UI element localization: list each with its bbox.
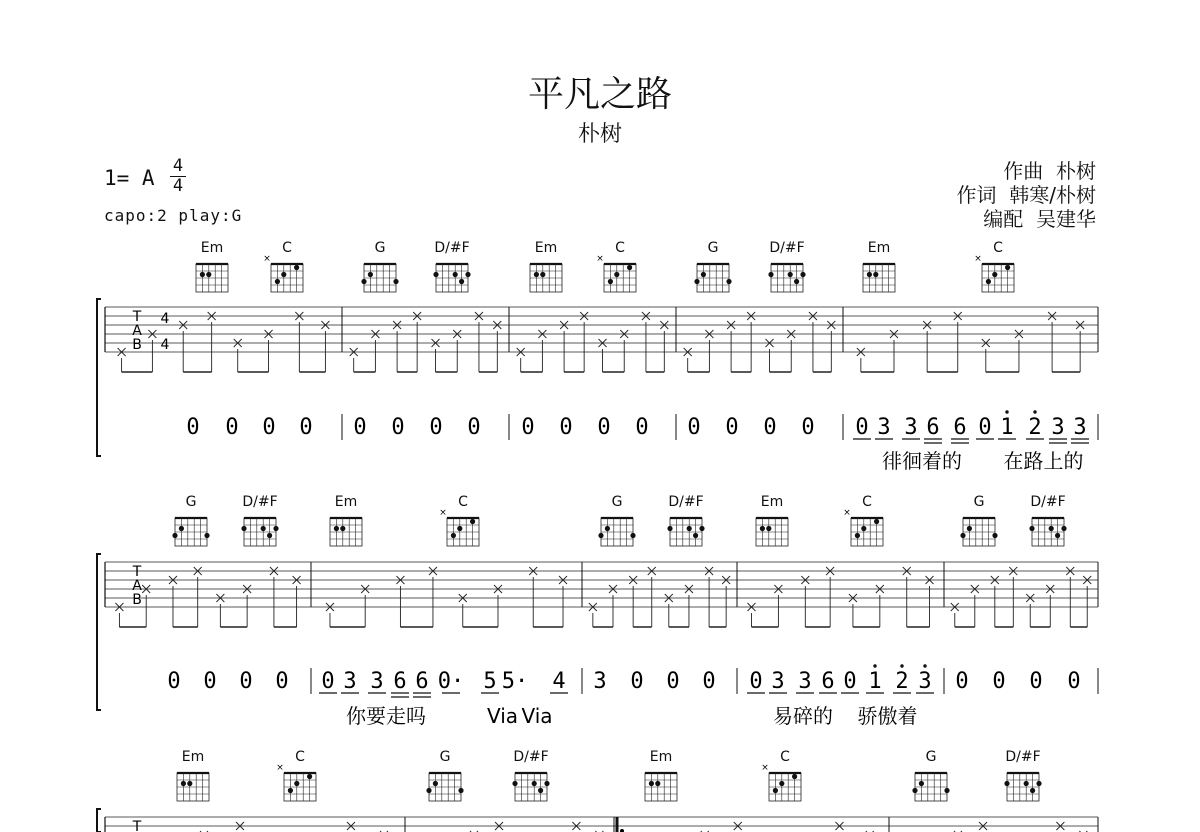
chord-name: C bbox=[295, 749, 305, 765]
chord-finger-dot bbox=[172, 533, 177, 538]
chord-finger-dot bbox=[458, 788, 463, 793]
chord-finger-dot bbox=[181, 781, 186, 786]
lyric: 徘徊着的 bbox=[882, 449, 962, 473]
tab-clef-letter: T bbox=[132, 309, 142, 325]
chord-finger-dot bbox=[598, 533, 603, 538]
jianpu-note: 0 bbox=[225, 415, 239, 440]
chord-finger-dot bbox=[655, 781, 660, 786]
jianpu-note: 0 bbox=[559, 415, 573, 440]
chord-finger-dot bbox=[773, 788, 778, 793]
chord-diagram bbox=[960, 518, 997, 546]
chord-finger-dot bbox=[453, 272, 458, 277]
jianpu-note: 3 bbox=[877, 415, 891, 440]
chord-name: C bbox=[993, 240, 1003, 256]
chord-mute-mark: × bbox=[276, 763, 284, 773]
jianpu-note: 3 bbox=[904, 415, 918, 440]
jianpu-note: 0 bbox=[763, 415, 777, 440]
chord-name: D/#F bbox=[668, 494, 704, 510]
arranger-credit: 编配 吴建华 bbox=[983, 207, 1096, 231]
chord-name: C bbox=[780, 749, 790, 765]
chord-finger-dot bbox=[867, 272, 872, 277]
chord-finger-dot bbox=[538, 788, 543, 793]
jianpu-note: 0 bbox=[353, 415, 367, 440]
jianpu-note: 3 bbox=[918, 669, 932, 694]
jianpu-note: 0 bbox=[630, 669, 644, 694]
chord-diagram bbox=[843, 508, 883, 546]
chord-name: D/#F bbox=[242, 494, 278, 510]
chord-name: Em bbox=[760, 494, 784, 510]
jianpu-note: 0 bbox=[391, 415, 405, 440]
jianpu-note: 0 bbox=[801, 415, 815, 440]
chord-finger-dot bbox=[1029, 526, 1034, 531]
tab-clef-letter: T bbox=[132, 564, 142, 580]
chord-name: Em bbox=[200, 240, 224, 256]
lyric: 骄傲着 bbox=[857, 704, 918, 728]
chord-diagram bbox=[1004, 773, 1041, 801]
chord-finger-dot bbox=[451, 533, 456, 538]
chord-name: Em bbox=[181, 749, 205, 765]
chord-finger-dot bbox=[179, 526, 184, 531]
chord-name: C bbox=[458, 494, 468, 510]
tab-clef-letter: B bbox=[132, 592, 142, 608]
chord-finger-dot bbox=[426, 788, 431, 793]
chord-finger-dot bbox=[334, 526, 339, 531]
chord-finger-dot bbox=[760, 526, 765, 531]
chord-finger-dot bbox=[1024, 781, 1029, 786]
capo-info: capo:2 play:G bbox=[104, 206, 243, 225]
chord-diagram bbox=[974, 254, 1014, 292]
chord-name: C bbox=[282, 240, 292, 256]
chord-finger-dot bbox=[465, 272, 470, 277]
chord-diagram bbox=[361, 264, 398, 292]
chord-finger-dot bbox=[1036, 781, 1041, 786]
chord-finger-dot bbox=[200, 272, 205, 277]
chord-finger-dot bbox=[294, 781, 299, 786]
jianpu-note: 0 bbox=[239, 669, 253, 694]
chord-finger-dot bbox=[457, 526, 462, 531]
jianpu-note: 6 bbox=[415, 669, 429, 694]
lyric: Via bbox=[521, 704, 553, 728]
chord-finger-dot bbox=[187, 781, 192, 786]
chord-finger-dot bbox=[534, 272, 539, 277]
chord-finger-dot bbox=[206, 272, 211, 277]
chord-diagram bbox=[426, 773, 463, 801]
chord-diagram bbox=[863, 264, 895, 292]
jianpu-note: 0 bbox=[299, 415, 313, 440]
chord-name: G bbox=[374, 240, 386, 256]
chord-finger-dot bbox=[340, 526, 345, 531]
jianpu-note: 6 bbox=[926, 415, 940, 440]
chord-finger-dot bbox=[294, 265, 299, 270]
chord-finger-dot bbox=[470, 519, 475, 524]
chord-diagram bbox=[667, 518, 704, 546]
chord-finger-dot bbox=[605, 526, 610, 531]
chord-diagram bbox=[512, 773, 549, 801]
system-brace bbox=[97, 299, 101, 456]
jianpu-note: 4 bbox=[552, 669, 566, 694]
chord-diagram bbox=[768, 264, 805, 292]
chord-finger-dot bbox=[433, 272, 438, 277]
jianpu-note: 0 bbox=[597, 415, 611, 440]
chord-finger-dot bbox=[726, 279, 731, 284]
octave-dot bbox=[873, 664, 876, 667]
chord-finger-dot bbox=[544, 781, 549, 786]
tab-clef-letter: A bbox=[132, 323, 142, 339]
jianpu-note: 3 bbox=[798, 669, 812, 694]
chord-name: C bbox=[862, 494, 872, 510]
lyricist-credit: 作词 韩寒/朴树 bbox=[956, 183, 1096, 207]
chord-diagram bbox=[1029, 518, 1066, 546]
chord-finger-dot bbox=[273, 526, 278, 531]
chord-finger-dot bbox=[874, 519, 879, 524]
chord-finger-dot bbox=[307, 774, 312, 779]
chord-finger-dot bbox=[261, 526, 266, 531]
tab-time-bottom: 4 bbox=[160, 337, 170, 353]
jianpu-note: 0 bbox=[429, 415, 443, 440]
jianpu-note: 5 bbox=[483, 669, 497, 694]
octave-dot bbox=[1005, 410, 1008, 413]
song-title: 平凡之路 bbox=[527, 74, 672, 115]
key-signature: 1= A bbox=[104, 166, 155, 190]
jianpu-note: 0 bbox=[275, 669, 289, 694]
jianpu-note: 3 bbox=[1051, 415, 1065, 440]
chord-finger-dot bbox=[694, 279, 699, 284]
jianpu-note: 0 bbox=[992, 669, 1006, 694]
system-brace bbox=[97, 809, 101, 832]
chord-finger-dot bbox=[800, 272, 805, 277]
chord-diagram bbox=[756, 518, 788, 546]
lyric: 易碎的 bbox=[773, 704, 833, 728]
chord-finger-dot bbox=[1005, 265, 1010, 270]
chord-finger-dot bbox=[919, 781, 924, 786]
chord-diagram bbox=[263, 254, 303, 292]
chord-name: D/#F bbox=[1030, 494, 1066, 510]
chord-finger-dot bbox=[766, 526, 771, 531]
jianpu-note: 0· bbox=[437, 669, 465, 694]
chord-finger-dot bbox=[608, 279, 613, 284]
chord-finger-dot bbox=[992, 533, 997, 538]
chord-diagram bbox=[177, 773, 209, 801]
chord-finger-dot bbox=[788, 272, 793, 277]
lyric: Via bbox=[486, 704, 519, 728]
song-artist: 朴树 bbox=[577, 122, 622, 147]
lyric: 在路上的 bbox=[1003, 449, 1084, 473]
chord-diagram bbox=[530, 264, 562, 292]
chord-diagram bbox=[241, 518, 278, 546]
chord-finger-dot bbox=[1004, 781, 1009, 786]
chord-finger-dot bbox=[512, 781, 517, 786]
chord-finger-dot bbox=[779, 781, 784, 786]
chord-name: G bbox=[973, 494, 985, 510]
chord-name: G bbox=[611, 494, 623, 510]
tab-clef-letter: T bbox=[132, 819, 142, 832]
chord-finger-dot bbox=[667, 526, 672, 531]
time-signature-bottom: 4 bbox=[172, 176, 184, 196]
chord-finger-dot bbox=[1055, 533, 1060, 538]
tab-clef-letter: B bbox=[132, 337, 142, 353]
chord-finger-dot bbox=[699, 526, 704, 531]
chord-finger-dot bbox=[540, 272, 545, 277]
chord-finger-dot bbox=[944, 788, 949, 793]
chord-name: D/#F bbox=[513, 749, 549, 765]
chord-name: G bbox=[925, 749, 937, 765]
jianpu-note: 6 bbox=[821, 669, 835, 694]
chord-name: D/#F bbox=[434, 240, 470, 256]
jianpu-note: 0 bbox=[203, 669, 217, 694]
chord-finger-dot bbox=[701, 272, 706, 277]
chord-name: D/#F bbox=[769, 240, 805, 256]
jianpu-note: 0 bbox=[978, 415, 992, 440]
jianpu-note: 3 bbox=[771, 669, 785, 694]
jianpu-note: 0 bbox=[955, 669, 969, 694]
jianpu-note: 0 bbox=[843, 669, 857, 694]
jianpu-note: 3 bbox=[593, 669, 607, 694]
chord-finger-dot bbox=[1061, 526, 1066, 531]
chord-finger-dot bbox=[992, 272, 997, 277]
chord-diagram bbox=[196, 264, 228, 292]
chord-finger-dot bbox=[368, 272, 373, 277]
chord-mute-mark: × bbox=[761, 763, 769, 773]
chord-name: G bbox=[439, 749, 451, 765]
chord-diagram bbox=[598, 518, 635, 546]
chord-mute-mark: × bbox=[263, 254, 271, 264]
chord-diagram bbox=[330, 518, 362, 546]
chord-mute-mark: × bbox=[843, 508, 851, 518]
jianpu-note: 0 bbox=[666, 669, 680, 694]
jianpu-note: 2 bbox=[1028, 415, 1042, 440]
jianpu-note: 0 bbox=[1067, 669, 1081, 694]
chord-finger-dot bbox=[768, 272, 773, 277]
chord-mute-mark: × bbox=[974, 254, 982, 264]
chord-finger-dot bbox=[967, 526, 972, 531]
chord-finger-dot bbox=[794, 279, 799, 284]
jianpu-note: 1 bbox=[1000, 415, 1014, 440]
chord-name: G bbox=[707, 240, 719, 256]
chord-finger-dot bbox=[433, 781, 438, 786]
chord-finger-dot bbox=[986, 279, 991, 284]
chord-finger-dot bbox=[792, 774, 797, 779]
jianpu-note: 3 bbox=[343, 669, 357, 694]
chord-finger-dot bbox=[275, 279, 280, 284]
chord-name: Em bbox=[867, 240, 891, 256]
chord-finger-dot bbox=[1030, 788, 1035, 793]
chord-name: Em bbox=[334, 494, 358, 510]
jianpu-note: 0 bbox=[635, 415, 649, 440]
jianpu-note: 0 bbox=[186, 415, 200, 440]
chord-name: Em bbox=[649, 749, 673, 765]
chord-finger-dot bbox=[204, 533, 209, 538]
chord-finger-dot bbox=[630, 533, 635, 538]
jianpu-note: 0 bbox=[521, 415, 535, 440]
chord-mute-mark: × bbox=[596, 254, 604, 264]
composer-credit: 作曲 朴树 bbox=[1003, 159, 1096, 183]
chord-finger-dot bbox=[649, 781, 654, 786]
octave-dot bbox=[1033, 410, 1036, 413]
chord-finger-dot bbox=[393, 279, 398, 284]
chord-diagram bbox=[596, 254, 636, 292]
chord-diagram bbox=[172, 518, 209, 546]
time-signature-top: 4 bbox=[172, 156, 184, 176]
chord-diagram bbox=[694, 264, 731, 292]
jianpu-note: 1 bbox=[868, 669, 882, 694]
lyric: 你要走吗 bbox=[346, 704, 426, 728]
chord-finger-dot bbox=[855, 533, 860, 538]
chord-finger-dot bbox=[281, 272, 286, 277]
jianpu-note: 0 bbox=[1029, 669, 1043, 694]
tab-clef-letter: A bbox=[132, 578, 142, 594]
jianpu-note: 0 bbox=[687, 415, 701, 440]
jianpu-note: 0 bbox=[749, 669, 763, 694]
chord-finger-dot bbox=[614, 272, 619, 277]
chord-finger-dot bbox=[241, 526, 246, 531]
chord-finger-dot bbox=[912, 788, 917, 793]
chord-diagram bbox=[645, 773, 677, 801]
chord-finger-dot bbox=[1049, 526, 1054, 531]
chord-finger-dot bbox=[627, 265, 632, 270]
octave-dot bbox=[900, 664, 903, 667]
system-brace bbox=[97, 554, 101, 710]
jianpu-note: 3 bbox=[1073, 415, 1087, 440]
jianpu-note: 0 bbox=[467, 415, 481, 440]
chord-diagram bbox=[761, 763, 801, 801]
jianpu-note: 0 bbox=[725, 415, 739, 440]
chord-diagram bbox=[912, 773, 949, 801]
octave-dot bbox=[923, 664, 926, 667]
tab-time-top: 4 bbox=[160, 311, 170, 327]
system-3 bbox=[97, 763, 1098, 832]
chord-diagram bbox=[276, 763, 316, 801]
jianpu-note: 0 bbox=[855, 415, 869, 440]
jianpu-note: 0 bbox=[167, 669, 181, 694]
chord-finger-dot bbox=[873, 272, 878, 277]
chord-finger-dot bbox=[960, 533, 965, 538]
chord-name: C bbox=[615, 240, 625, 256]
chord-finger-dot bbox=[687, 526, 692, 531]
chord-finger-dot bbox=[693, 533, 698, 538]
jianpu-note: 2 bbox=[895, 669, 909, 694]
chord-name: Em bbox=[534, 240, 558, 256]
chord-finger-dot bbox=[861, 526, 866, 531]
chord-finger-dot bbox=[459, 279, 464, 284]
chord-name: G bbox=[185, 494, 197, 510]
chord-mute-mark: × bbox=[439, 508, 447, 518]
chord-finger-dot bbox=[361, 279, 366, 284]
jianpu-note: 0 bbox=[321, 669, 335, 694]
jianpu-note: 6 bbox=[953, 415, 967, 440]
jianpu-note: 6 bbox=[393, 669, 407, 694]
jianpu-note: 0 bbox=[702, 669, 716, 694]
jianpu-note: 0 bbox=[262, 415, 276, 440]
chord-name: D/#F bbox=[1005, 749, 1041, 765]
chord-finger-dot bbox=[267, 533, 272, 538]
jianpu-note: 5· bbox=[501, 669, 529, 694]
chord-finger-dot bbox=[532, 781, 537, 786]
chord-diagram bbox=[439, 508, 479, 546]
chord-finger-dot bbox=[288, 788, 293, 793]
jianpu-note: 3 bbox=[370, 669, 384, 694]
chord-diagram bbox=[433, 264, 470, 292]
